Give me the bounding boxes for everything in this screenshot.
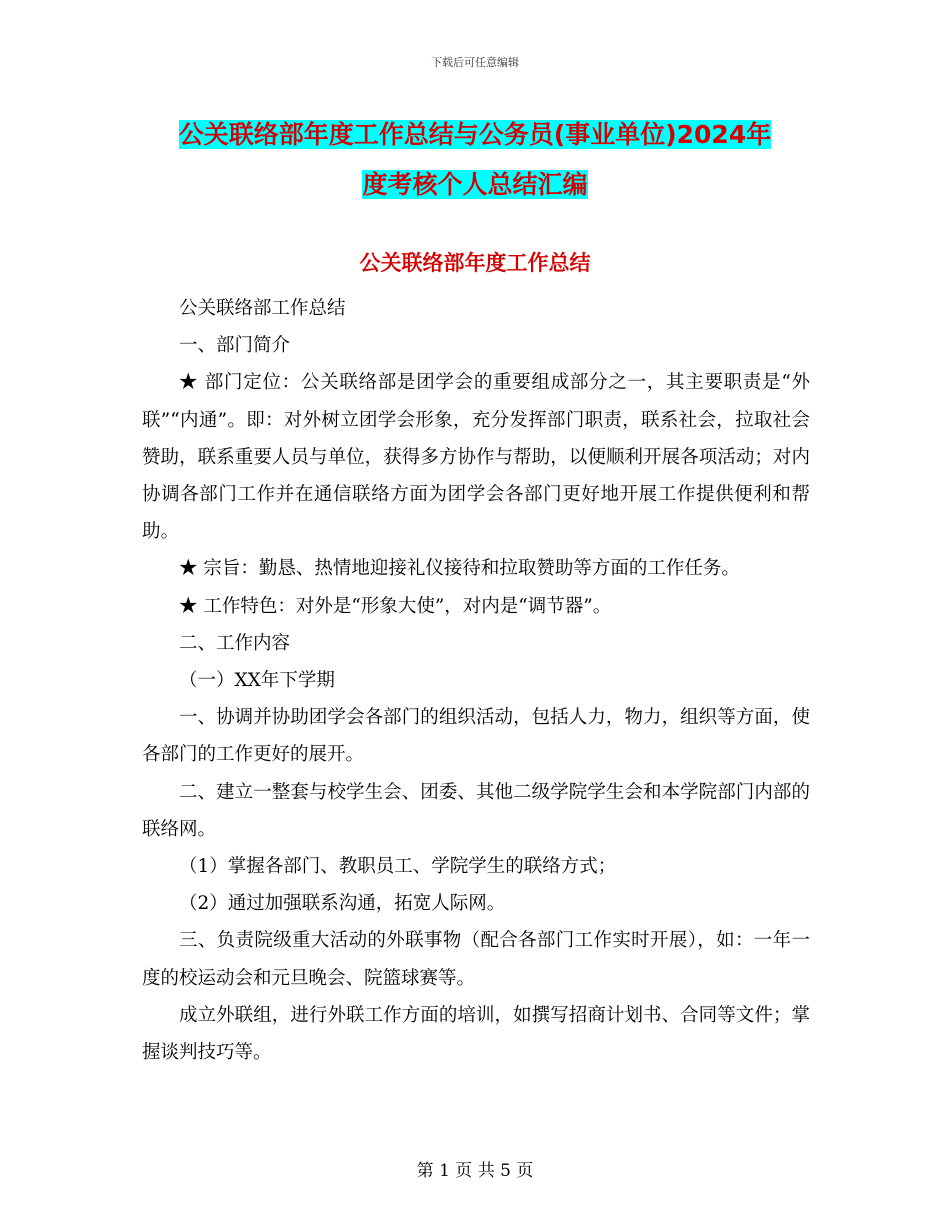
document-title xyxy=(150,110,800,210)
header-note: 下载后可任意编辑 xyxy=(431,56,519,69)
paragraph: 一、协调并协助团学会各部门的组织活动，包括人力，物力，组织等方面，使各部门的工作更好的展开。 xyxy=(142,707,810,766)
document-title-line-1: 公关联络部年度工作总结与公务员(事业单位)2024年 xyxy=(178,120,772,149)
paragraph: 成立外联组，进行外联工作方面的培训，如撰写招商计划书、合同等文件；掌握谈判技巧等。 xyxy=(142,1004,810,1064)
section-title: 公关联络部年度工作总结 xyxy=(359,251,591,275)
paragraph: （1）掌握各部门、教职员工、学院学生的联络方式； xyxy=(179,856,617,878)
paragraph: （一）XX年下学期 xyxy=(179,670,335,692)
paragraph: ★ 部门定位：公关联络部是团学会的重要组成部分之一，其主要职责是“外联”“内通”。即：对外树立团学会形象，充分发挥部门职责，联系社会，拉取社会赞助，联系重要人员与单位，获得多方协作与帮助，以便顺利开展各项活动；对内协调各部门工作并在通信联络方面为团学会各部门更好地开展工作提供便利和帮助。 xyxy=(142,372,810,543)
paragraph: 二、工作内容 xyxy=(179,632,291,654)
paragraph: 二、建立一整套与校学生会、团委、其他二级学院学生会和本学院部门内部的联络网。 xyxy=(142,781,810,840)
page-footer: 第 1 页 共 5 页 xyxy=(416,1161,534,1181)
paragraph: ★ 宗旨：勤恳、热情地迎接礼仪接待和拉取赞助等方面的工作任务。 xyxy=(179,558,740,580)
paragraph: 公关联络部工作总结 xyxy=(179,298,346,319)
document-title-line-2: 度考核个人总结汇编 xyxy=(362,170,588,199)
paragraph: （2）通过加强联系沟通，拓宽人际网。 xyxy=(179,893,506,915)
paragraph: ★ 工作特色：对外是“形象大使”，对内是“调节器”。 xyxy=(179,595,612,617)
paragraph: 三、负责院级重大活动的外联事物（配合各部门工作实时开展），如：一年一度的校运动会和元旦晚会、院篮球赛等。 xyxy=(142,930,810,989)
paragraph: 一、部门简介 xyxy=(179,335,291,357)
document-body xyxy=(142,290,810,1071)
